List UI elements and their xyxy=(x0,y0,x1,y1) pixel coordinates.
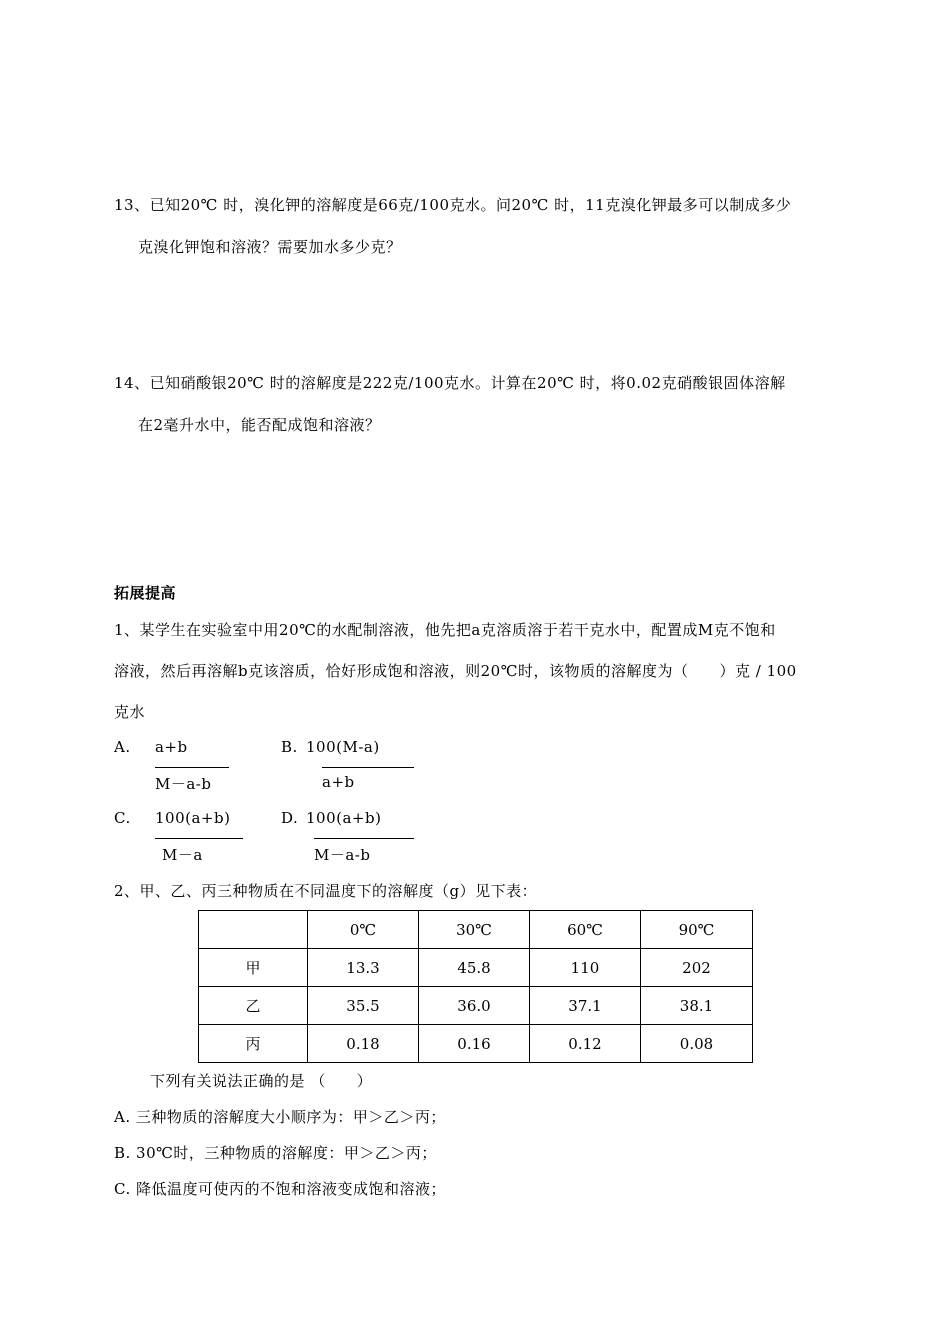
p2-choice-c: C. 降低温度可使丙的不饱和溶液变成饱和溶液； xyxy=(114,1180,446,1198)
table-cell: 丙 xyxy=(199,1025,308,1063)
table-header-cell xyxy=(199,911,308,949)
table-cell: 45.8 xyxy=(419,949,530,987)
solubility-table xyxy=(198,910,753,1063)
p1-line2: 溶液，然后再溶解b克该溶质，恰好形成饱和溶液，则20℃时，该物质的溶解度为（ ）克 / 100 xyxy=(114,662,797,680)
table-cell: 37.1 xyxy=(530,987,641,1025)
table-header-cell: 60℃ xyxy=(530,911,641,949)
table-cell: 0.16 xyxy=(419,1025,530,1063)
option-d-denominator: M－a-b xyxy=(314,846,371,864)
table-cell: 乙 xyxy=(199,987,308,1025)
p2-choice-b: B. 30℃时，三种物质的溶解度：甲＞乙＞丙； xyxy=(114,1144,437,1162)
option-a-fraction-bar xyxy=(155,767,229,768)
option-c-label: C. xyxy=(114,809,131,827)
option-b-numerator: 100(M-a) xyxy=(306,738,380,756)
p2-intro: 2、甲、乙、丙三种物质在不同温度下的溶解度（g）见下表： xyxy=(114,882,538,900)
q14-line2: 在2毫升水中，能否配成饱和溶液？ xyxy=(138,416,381,434)
p2-prompt: 下列有关说法正确的是 （ ） xyxy=(150,1072,373,1090)
option-d-fraction-bar xyxy=(314,838,414,839)
p1-line3: 克水 xyxy=(114,703,146,721)
option-c-denominator: M－a xyxy=(162,846,203,864)
p2-choice-a: A. 三种物质的溶解度大小顺序为：甲＞乙＞丙； xyxy=(114,1108,446,1126)
option-a-label: A. xyxy=(114,738,131,756)
table-cell: 0.08 xyxy=(641,1025,753,1063)
table-cell: 110 xyxy=(530,949,641,987)
table-cell: 38.1 xyxy=(641,987,753,1025)
option-b-label: B. xyxy=(281,738,298,756)
option-b-denominator: a+b xyxy=(322,773,355,791)
table-row xyxy=(199,949,753,987)
p1-line1: 1、某学生在实验室中用20℃的水配制溶液，他先把a克溶质溶于若干克水中，配置成M克不饱和 xyxy=(114,621,776,639)
table-header-cell: 90℃ xyxy=(641,911,753,949)
table-cell: 甲 xyxy=(199,949,308,987)
q13-line1: 13、已知20℃ 时，溴化钾的溶解度是66克/100克水。问20℃ 时，11克溴化钾最多可以制成多少 xyxy=(114,196,792,214)
table-cell: 0.12 xyxy=(530,1025,641,1063)
table-row xyxy=(199,987,753,1025)
option-a-numerator: a+b xyxy=(155,738,188,756)
table-cell: 0.18 xyxy=(308,1025,419,1063)
option-a-denominator: M－a-b xyxy=(155,775,212,793)
section-title: 拓展提高 xyxy=(114,584,177,602)
option-b-fraction-bar xyxy=(322,767,414,768)
option-d-label: D. xyxy=(281,809,299,827)
q13-line2: 克溴化钾饱和溶液？需要加水多少克？ xyxy=(138,238,402,256)
table-cell: 36.0 xyxy=(419,987,530,1025)
table-header-cell: 0℃ xyxy=(308,911,419,949)
option-c-numerator: 100(a+b) xyxy=(155,809,231,827)
table-header-row xyxy=(199,911,753,949)
option-c-fraction-bar xyxy=(155,838,243,839)
table-cell: 13.3 xyxy=(308,949,419,987)
q14-line1: 14、已知硝酸银20℃ 时的溶解度是222克/100克水。计算在20℃ 时，将0.02克硝酸银固体溶解 xyxy=(114,374,786,392)
table-cell: 35.5 xyxy=(308,987,419,1025)
table-header-cell: 30℃ xyxy=(419,911,530,949)
table-row xyxy=(199,1025,753,1063)
table-cell: 202 xyxy=(641,949,753,987)
option-d-numerator: 100(a+b) xyxy=(306,809,382,827)
